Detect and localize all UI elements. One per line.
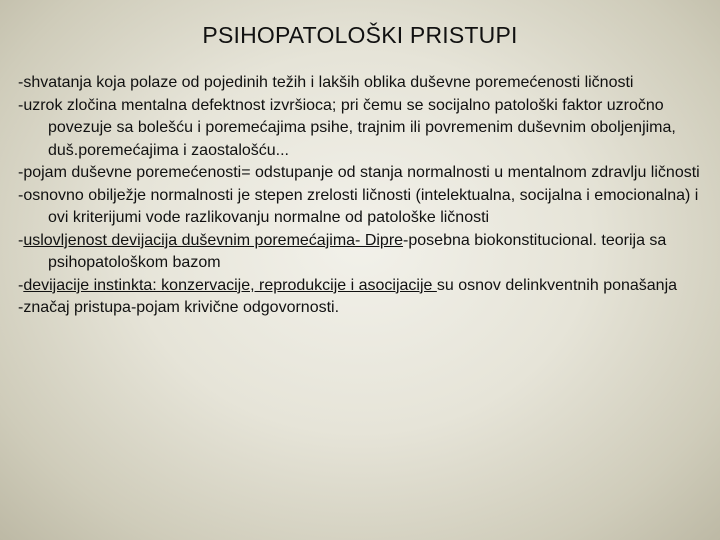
bullet-text: -shvatanja koja polaze od pojedinih težih i lakših oblika duševne poremećenosti ličnosti: [18, 74, 634, 91]
slide-body: [18, 72, 708, 320]
bullet-item: [18, 72, 708, 95]
underlined-text: uslovljenost devijacija duševnim poremećajima- Dipre: [23, 231, 404, 249]
bullet-item: [18, 230, 708, 275]
bullet-item: [18, 185, 708, 230]
bullet-item: [18, 297, 708, 320]
bullet-text: -pojam duševne poremećenosti= odstupanje od stanja normalnosti u mentalnom zdravlju ličnosti: [18, 164, 700, 181]
bullet-text: -osnovno obilježje normalnosti je stepen zrelosti ličnosti (intelektualna, socijalna i emocionalna) i ovi kriterijumi vode razlikovanju normalne od patološke ličnosti: [18, 186, 699, 226]
bullet-text: -značaj pristupa-pojam krivične odgovornosti.: [18, 299, 340, 316]
bullet-text: -: [18, 276, 24, 294]
bullet-text: -uzrok zločina mentalna defektnost izvršioca; pri čemu se socijalno patološki faktor uzročno povezuje sa bolešću i poremećajima psihe, trajnim ili povremenim duševnim oboljenjima, duš.poremećajima i zaostalošću...: [18, 96, 676, 159]
bullet-item: [18, 275, 708, 298]
bullet-text: -posebna biokonstitucional. teorija sa psihopatološkom bazom: [48, 231, 667, 271]
slide-title: PSIHOPATOLOŠKI PRISTUPI: [202, 22, 518, 48]
bullet-item: [18, 162, 708, 185]
bullet-item: [18, 95, 708, 163]
underlined-text: devijacije instinkta: konzervacije, reprodukcije i asocijacije: [23, 276, 437, 294]
bullet-text: -: [18, 231, 24, 249]
bullet-text: su osnov delinkventnih ponašanja: [436, 276, 678, 294]
